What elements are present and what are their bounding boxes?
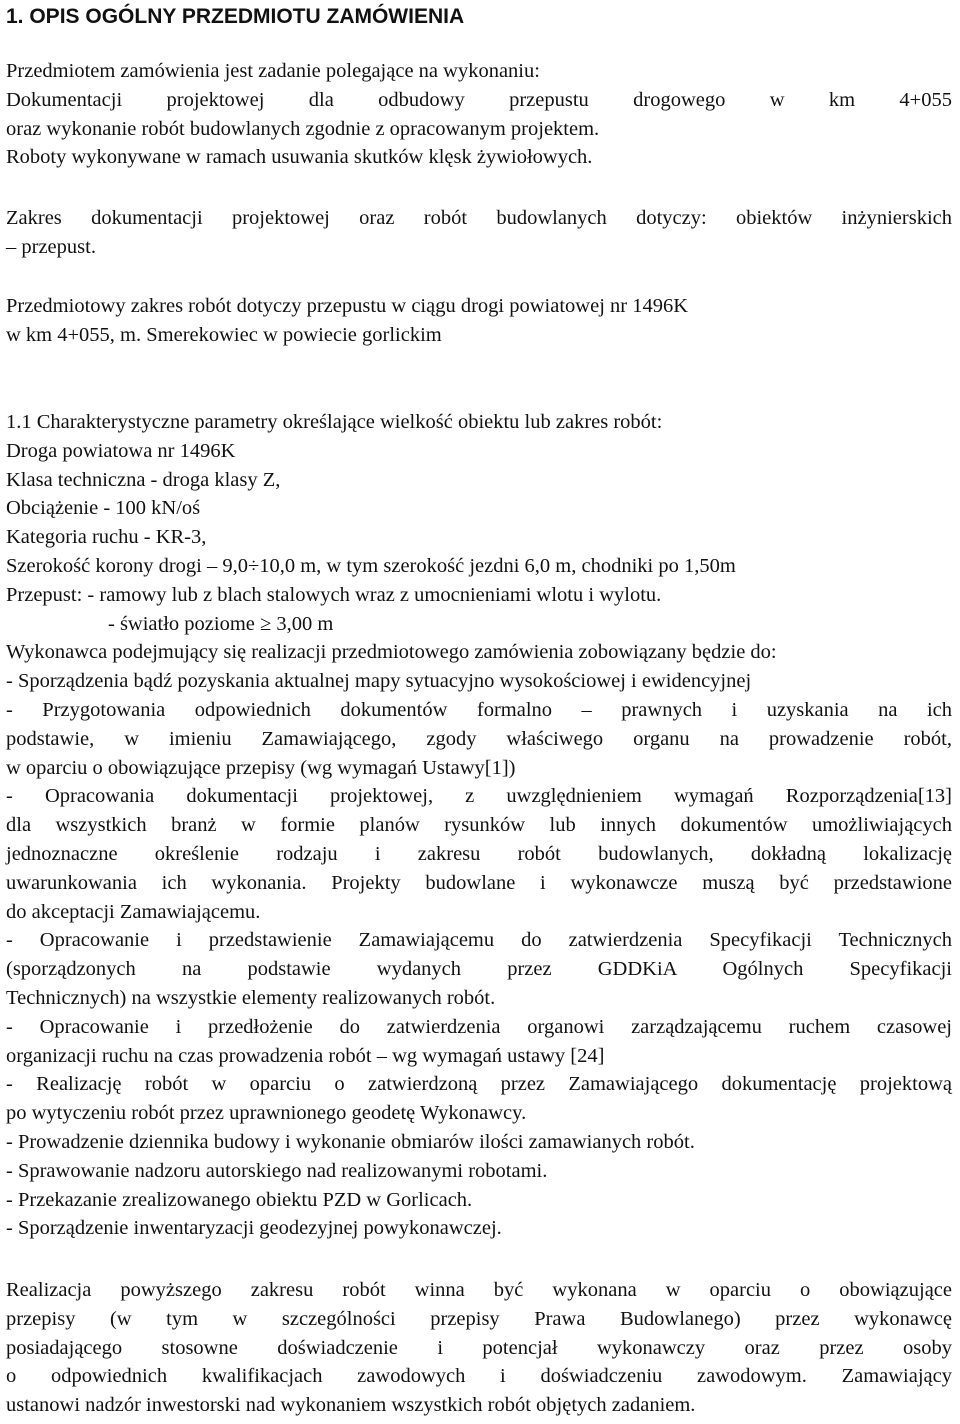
text-line: w oparciu o obowiązujące przepisy (wg wymagań Ustawy[1])	[6, 756, 516, 779]
text-line: po wytyczeniu robót przez uprawnionego geodetę Wykonawcy.	[6, 1102, 527, 1125]
text-line: Klasa techniczna - droga klasy Z,	[6, 468, 281, 491]
text-line: jednoznaczne określenie rodzaju i zakresu robót budowlanych, dokładną lokalizację	[6, 842, 952, 865]
text-line: - Sprawowanie nadzoru autorskiego nad realizowanymi robotami.	[6, 1159, 548, 1182]
text-line: do akceptacji Zamawiającemu.	[6, 900, 261, 923]
text-line: Przepust: - ramowy lub z blach stalowych wraz z umocnieniami wlotu i wylotu.	[6, 583, 662, 606]
text-line: Droga powiatowa nr 1496K	[6, 439, 236, 462]
scope-paragraph	[6, 204, 952, 262]
text-line: (sporządzonych na podstawie wydanych przez GDDKiA Ogólnych Specyfikacji	[6, 958, 952, 981]
text-line: organizacji ruchu na czas prowadzenia robót – wg wymagań ustawy [24]	[6, 1044, 605, 1067]
text-line: Realizacja powyższego zakresu robót winna być wykonana w oparciu o obowiązujące	[6, 1279, 952, 1301]
text-line: oraz wykonanie robót budowlanych zgodnie z opracowanym projektem.	[6, 117, 600, 140]
text-line: Przedmiotem zamówienia jest zadanie polegające na wykonaniu:	[6, 60, 540, 82]
intro-paragraph	[6, 57, 952, 172]
text-line: - Opracowanie i przedstawienie Zamawiającemu do zatwierdzenia Specyfikacji Technicznych	[6, 929, 952, 952]
subject-paragraph	[6, 292, 952, 350]
text-line: Przedmiotowy zakres robót dotyczy przepustu w ciągu drogi powiatowej nr 1496K	[6, 295, 689, 317]
text-line: - Opracowania dokumentacji projektowej, z uwzględnieniem wymagań Rozporządzenia[13]	[6, 785, 952, 808]
text-line: posiadającego stosowne doświadczenie i potencjał wykonawczy oraz przez osoby	[6, 1336, 952, 1359]
text-line: - Realizację robót w oparciu o zatwierdzoną przez Zamawiającego dokumentację projektową	[6, 1073, 952, 1096]
text-line: Szerokość korony drogi – 9,0÷10,0 m, w tym szerokość jezdni 6,0 m, chodniki po 1,50m	[6, 554, 736, 577]
text-line: uwarunkowania ich wykonania. Projekty budowlane i wykonawcze muszą być przedstawione	[6, 871, 952, 894]
text-line: - Przygotowania odpowiednich dokumentów formalno – prawnych i uzyskania na ich	[6, 698, 952, 721]
closing-paragraph	[6, 1276, 952, 1420]
text-line: Wykonawca podejmujący się realizacji przedmiotowego zamówienia zobowiązany będzie do:	[6, 641, 777, 664]
section-heading: 1. OPIS OGÓLNY PRZEDMIOTU ZAMÓWIENIA	[6, 5, 465, 28]
text-line: - Prowadzenie dziennika budowy i wykonanie obmiarów ilości zamawianych robót.	[6, 1130, 695, 1153]
text-line: podstawie, w imieniu Zamawiającego, zgody właściwego organu na prowadzenie robót,	[6, 727, 952, 750]
text-line: Technicznych) na wszystkie elementy realizowanych robót.	[6, 986, 496, 1009]
text-line: Obciążenie - 100 kN/oś	[6, 497, 201, 520]
text-line: w km 4+055, m. Smerekowiec w powiecie gorlickim	[6, 323, 442, 346]
text-line: ustanowi nadzór inwestorski nad wykonaniem wszystkich robót objętych zadaniem.	[6, 1394, 696, 1417]
text-line: Kategoria ruchu - KR-3,	[6, 526, 207, 549]
text-line: dla wszystkich branż w formie planów rysunków lub innych dokumentów umożliwiających	[6, 814, 952, 837]
text-line: - Przekazanie zrealizowanego obiektu PZD w Gorlicach.	[6, 1188, 473, 1211]
text-line: - Opracowanie i przedłożenie do zatwierdzenia organowi zarządzającemu ruchem czasowej	[6, 1015, 952, 1038]
text-line: 1.1 Charakterystyczne parametry określające wielkość obiektu lub zakres robót:	[6, 411, 663, 433]
parameters-section	[6, 408, 952, 1243]
text-line: - Sporządzenia bądź pozyskania aktualnej mapy sytuacyjno wysokościowej i ewidencyjnej	[6, 670, 752, 693]
text-line: Dokumentacji projektowej dla odbudowy przepustu drogowego w km 4+055	[6, 88, 952, 111]
text-line: - Sporządzenie inwentaryzacji geodezyjnej powykonawczej.	[6, 1217, 502, 1240]
text-line: przepisy (w tym w szczególności przepisy Prawa Budowlanego) przez wykonawcę	[6, 1307, 952, 1330]
text-line: – przepust.	[6, 235, 96, 258]
text-line: o odpowiednich kwalifikacjach zawodowych i doświadczeniu zawodowym. Zamawiający	[6, 1365, 952, 1388]
text-line: - światło poziome ≥ 3,00 m	[108, 612, 334, 635]
text-line: Zakres dokumentacji projektowej oraz robót budowlanych dotyczy: obiektów inżynierskich	[6, 207, 952, 229]
text-line: Roboty wykonywane w ramach usuwania skutków klęsk żywiołowych.	[6, 146, 593, 169]
